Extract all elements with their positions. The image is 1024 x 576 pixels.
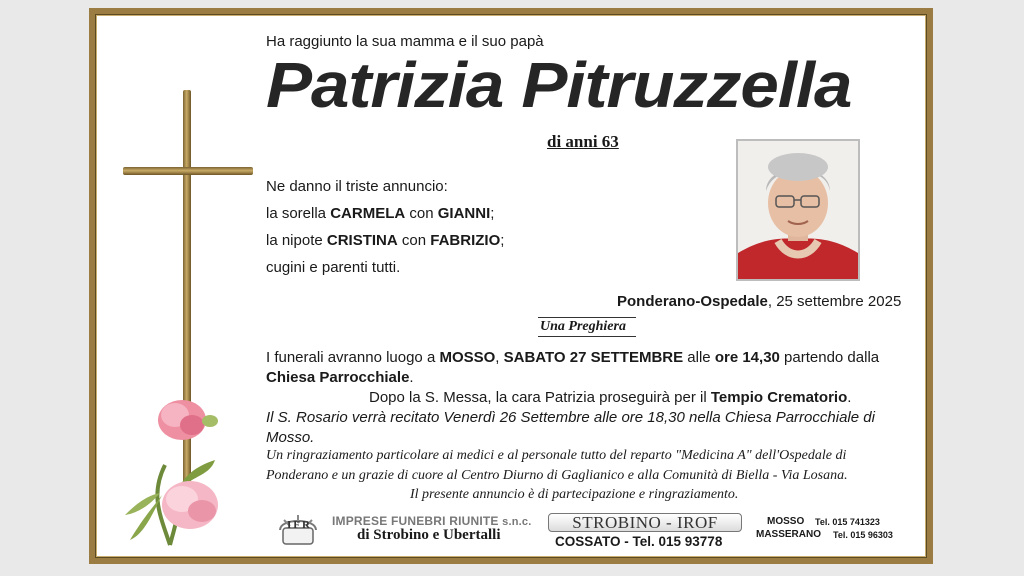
funeral-comma: , [495, 349, 504, 366]
masserano-phone: Tel. 015 96303 [833, 530, 893, 540]
place-date [617, 293, 901, 310]
announce-sister-name: CARMELA [330, 205, 406, 222]
footer-company-sub: di Strobino e Ubertalli [357, 527, 501, 543]
funeral-town: MOSSO [439, 349, 496, 366]
announce-con: con [405, 205, 438, 222]
announce-line-2 [266, 205, 494, 222]
cossato-phone: COSSATO - Tel. 015 93778 [555, 534, 723, 549]
announce-sister-partner: GIANNI [437, 205, 491, 222]
footer-company [332, 514, 532, 528]
intro-text: Ha raggiunto la sua mamma e il suo papà [266, 33, 544, 50]
funeral-church: Chiesa Parrocchiale [266, 369, 410, 386]
announce-con: con [397, 232, 431, 249]
ifr-logo-letters: IFR [287, 519, 312, 531]
funeral-time: ore 14,30 [714, 349, 780, 366]
announce-semicolon: ; [500, 232, 505, 249]
deceased-photo [736, 139, 860, 281]
announce-line-3 [266, 232, 504, 249]
rosary-line-1: Il S. Rosario verrà recitato Venerdì 26 Settembre alle ore 18,30 nella Chiesa Parrocchiale di [266, 409, 875, 426]
prayer-rule-top [538, 317, 636, 318]
thanks-line-1: Un ringraziamento particolare ai medici e al personale tutto del reparto "Medicina A" dell'Ospedale di [266, 448, 847, 463]
funeral-intro: I funerali avranno luogo a [266, 349, 440, 366]
brand-box: STROBINO - IROF [548, 513, 742, 532]
company-name: IMPRESE FUNEBRI RIUNITE [332, 514, 499, 528]
cross-horizontal [123, 167, 253, 175]
announce-niece-label: la nipote [266, 232, 327, 249]
announce-niece-name: CRISTINA [326, 232, 398, 249]
mosso-label: MOSSO [767, 516, 805, 527]
announce-semicolon: ; [490, 205, 495, 222]
announce-niece-partner: FABRIZIO [430, 232, 501, 249]
funeral-date: SABATO 27 SETTEMBRE [503, 349, 684, 366]
funeral-line-1 [266, 349, 879, 366]
deceased-name: Patrizia Pitruzzella [266, 49, 852, 121]
date-text: , 25 settembre 2025 [767, 293, 902, 310]
company-suffix: s.n.c. [502, 516, 532, 528]
prayer-label: Una Preghiera [540, 319, 626, 334]
funeral-alle: alle [687, 349, 715, 366]
thanks-line-3: Il presente annuncio è di partecipazione e ringraziamento. [410, 487, 739, 502]
mosso-phone: Tel. 015 741323 [815, 517, 880, 527]
funeral-period: . [409, 369, 414, 386]
announce-line-1: Ne danno il triste annuncio: [266, 178, 448, 195]
funeral-crematorium: Tempio Crematorio [710, 389, 848, 406]
funeral-departing: partendo dalla [784, 349, 880, 366]
thanks-line-2: Ponderano e un grazie di cuore al Centro Diurno di Gaglianico e alla Comunità di Biella - Via Losana. [266, 468, 848, 483]
funeral-mass-text: Dopo la S. Messa, la cara Patrizia proseguirà per il [369, 389, 711, 406]
funeral-line-3 [369, 389, 851, 406]
age-text: di anni 63 [547, 132, 619, 151]
funeral-line-2 [266, 369, 414, 386]
flowers-illustration [120, 395, 230, 555]
prayer-rule-bottom [538, 336, 636, 337]
masserano-label: MASSERANO [756, 529, 822, 540]
announce-sister-label: la sorella [266, 205, 331, 222]
rosary-line-2: Mosso. [266, 429, 315, 446]
place-name: Ponderano-Ospedale [617, 293, 768, 310]
announce-line-4: cugini e parenti tutti. [266, 259, 401, 276]
funeral-period: . [847, 389, 852, 406]
